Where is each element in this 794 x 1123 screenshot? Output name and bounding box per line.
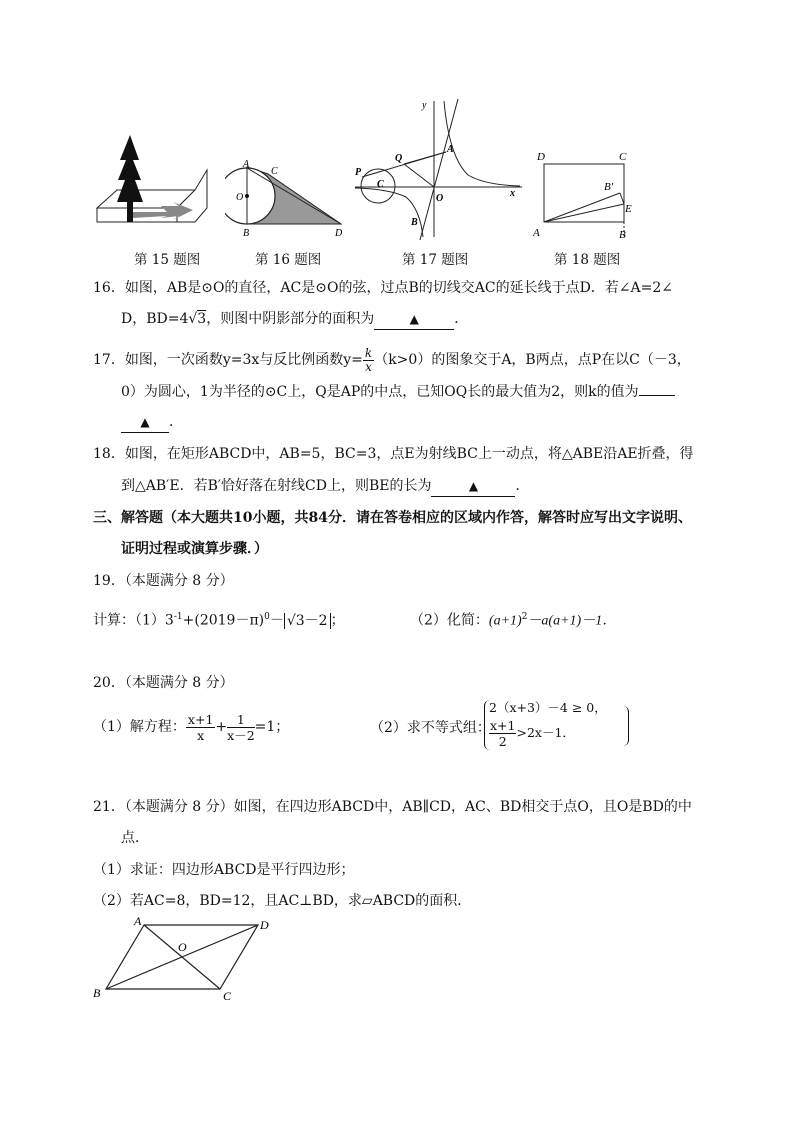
q20-fraction-2: $\frac{1}{x-2}$ [227, 711, 255, 743]
fig17-hyperbola-upper [444, 101, 520, 186]
fig17-label-a: A [447, 144, 454, 155]
q16-sqrt: √3 [188, 311, 207, 327]
fig21-label-o: O [178, 940, 187, 954]
q18-text-2: 到△AB′E．若B′恰好落在射线CD上，则BE的长为 [121, 478, 432, 494]
q18-line1 [93, 444, 703, 464]
fig16-label-b: B [243, 228, 250, 239]
figure-16 [225, 160, 350, 240]
q19-part2: （2）化简：$(a+1)^2-a(a+1)-1$． [410, 612, 617, 629]
q19-abs-value: √3－2 [284, 613, 331, 629]
fig18-label-bprime: B′ [604, 181, 614, 193]
q19-header: 19．（本题满分 8 分） [93, 573, 234, 589]
fig17-label-q: Q [395, 153, 403, 164]
q20-part1: （1）解方程： $\frac{x+1}{x}$ + $\frac{1}{x-2}$ =1； [93, 711, 290, 743]
q16-text-1: 如图，AB是⊙O的直径，AC是⊙O的弦，过点B的切线交AC的延长线于点D．若∠A=2∠ [124, 280, 674, 296]
q20-fraction-1: $\frac{x+1}{x}$ [187, 711, 214, 743]
fig16-circle [225, 168, 275, 224]
q20-header: 20．（本题满分 8 分） [93, 675, 234, 691]
fig17-label-c: C [377, 179, 384, 190]
fig16-label-d: D [335, 228, 343, 239]
fig15-caption: 第 15 题图 [134, 252, 201, 268]
q20-inequality-2: $\frac{x+1}{2}$ >2x－1． [490, 718, 575, 749]
fig17-label-p: P [355, 167, 362, 178]
q18-answer-blank[interactable]: ▲ [431, 476, 515, 497]
figure-18 [528, 146, 643, 241]
q18-text-1: 如图，在矩形ABCD中，AB=5，BC=3，点E为射线BC上一动点，将△ABE沿AE折叠，得 [124, 446, 694, 462]
q16-line1 [93, 278, 703, 298]
fig21-label-d: D [260, 918, 269, 932]
q20-inequality-system [484, 700, 629, 750]
q17-text-1a: 如图，一次函数y=3x与反比例函数y= [124, 352, 363, 368]
figure-17 [350, 97, 530, 240]
q18-number: 18． [93, 446, 125, 462]
q17-line2 [121, 382, 731, 402]
q21-part2: （2）若AC=8，BD=12，且AC⊥BD，求▱ABCD的面积． [93, 893, 472, 909]
q20-part2-label: （2）求不等式组： [370, 720, 491, 736]
fig17-label-x: x [510, 188, 515, 199]
q21-part1: （1）求证：四边形ABCD是平行四边形； [93, 862, 355, 878]
fig17-hyperbola-lower [355, 188, 423, 237]
fig18-label-c: C [619, 151, 627, 163]
fig17-caption: 第 17 题图 [402, 252, 469, 268]
fig21-label-b: B [93, 986, 101, 1000]
fig17-line [420, 99, 458, 240]
q16-line2: D，BD=4√3，则图中阴影部分的面积为 ▲ ． [121, 309, 731, 330]
q16-text-2a: D，BD=4 [121, 311, 189, 327]
fig17-label-b: B [411, 217, 418, 228]
fig21-label-c: C [223, 989, 232, 1003]
q18-line2: 到△AB′E．若B′恰好落在射线CD上，则BE的长为 ▲ ． [121, 476, 731, 497]
fig18-label-e: E [625, 203, 632, 215]
q21-line1: 21．（本题满分 8 分）如图，在四边形ABCD中，AB∥CD，AC、BD相交于点O，且O是BD的中 [93, 799, 692, 815]
fig16-caption: 第 16 题图 [255, 252, 322, 268]
q19-part1: 计算：$(1)3^{-1}+(2019-\pi)^0- √3-2$ ； [93, 612, 345, 629]
q21-line2: 点． [121, 830, 149, 846]
figure-15 [95, 130, 215, 230]
q20-right-bracket [622, 706, 629, 746]
q17-line1 [93, 345, 703, 375]
figure-21 [88, 913, 278, 1005]
fig16-label-o: O [236, 192, 244, 203]
section3-heading-line1: 三、解答题（本大题共10小题，共84分．请在答卷相应的区域内作答，解答时应写出文字说明、 [93, 510, 692, 526]
fig16-label-c: C [271, 166, 278, 177]
fig15-tree-icon [117, 135, 143, 202]
q20-inequality-1: 2（x+3）－4 ≥ 0， [489, 700, 607, 715]
fig18-label-d: D [537, 151, 545, 163]
q17-text-2: 0）为圆心，1为半径的⊙C上，Q是AP的中点，已知OQ长的最大值为2，则k的值为 [121, 384, 639, 400]
fig21-label-a: A [134, 914, 142, 928]
q17-text-1b: （k>0）的图象交于A，B两点，点P在以C（－3， [374, 352, 691, 368]
fig16-label-a: A [243, 160, 250, 170]
q16-answer-blank[interactable]: ▲ [374, 309, 454, 330]
fig17-label-o: O [436, 193, 444, 204]
q16-number: 16． [93, 280, 125, 296]
fig18-label-b: B [619, 229, 626, 241]
fig17-label-y: y [422, 100, 427, 111]
q17-fraction: $\frac{k}{x}$ [364, 345, 373, 374]
q17-answer-blank[interactable]: ▲ [121, 412, 169, 433]
section3-heading-line2: 证明过程或演算步骤．） [121, 541, 268, 557]
q16-text-2b: ，则图中阴影部分的面积为 [206, 311, 375, 327]
q17-line3: ▲ ． [121, 412, 731, 433]
fig18-caption: 第 18 题图 [554, 252, 621, 268]
q17-number: 17． [93, 352, 125, 368]
fig21-diagonal-bd [106, 925, 258, 989]
fig18-label-a: A [533, 227, 540, 239]
